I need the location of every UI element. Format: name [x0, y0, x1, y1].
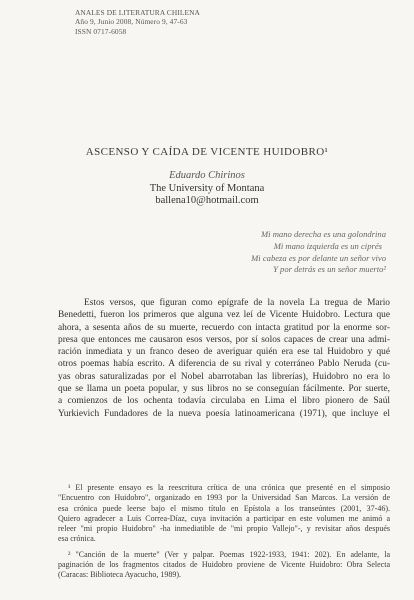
body-line: que se llama un poeta popular, y sus libros no se conseguían fácilmente. Por suerte,	[58, 384, 390, 395]
epigraph-line: Mi mano izquierda es un ciprés	[273, 240, 382, 251]
article-title: ASCENSO Y CAÍDA DE VICENTE HUIDOBRO¹	[85, 146, 329, 158]
body-line: Yurkievich Fundadores de la nueva poesía latinoamericana (1971), que incluye el	[58, 408, 390, 419]
body-line: ración inmediata y un franco deseo de averiguar quién era ese tal Huidobro y qué	[58, 347, 390, 358]
footnotes	[58, 483, 390, 581]
journal-issn: ISSN 0717-6058	[75, 26, 127, 36]
footnote-line: esa crónica.	[58, 534, 96, 544]
epigraph-line: Y por detrás es un señor muerto²	[273, 264, 386, 275]
body-line: presa que entonces me causaron esos versos, por sí solos capaces de crear una admi-	[58, 334, 390, 345]
epigraph	[251, 229, 386, 276]
footnote-line: ² "Canción de la muerte" (Ver y palpar. Poemas 1922-1933, 1941: 202). En adelante, la	[68, 549, 390, 559]
epigraph-line: Mi mano derecha es una golondrina	[261, 229, 386, 239]
body-paragraph	[58, 297, 390, 420]
body-line: Benedetti, fueron los primeros que alguna vez leí de Vicente Huidobro. Lectura que	[58, 310, 390, 321]
body-line: Estos versos, que figuran como epígrafe de la novela La tregua de Mario	[84, 298, 390, 308]
footnote-line: Quiero agradecer a Luis Correa-Díaz, cuya invitación a participar en este volumen me animó a	[58, 513, 390, 523]
journal-header	[75, 8, 200, 36]
author-affiliation: The University of Montana	[149, 182, 265, 194]
author-block	[0, 170, 414, 208]
author-email: ballena10@hotmail.com	[155, 195, 259, 206]
footnote-line: (Caracas: Biblioteca Ayacucho, 1989).	[58, 570, 181, 580]
body-line: ahora, a sesenta años de su muerte, recuerdo con intacta gratitud por la enorme sor-	[58, 322, 390, 333]
body-line: yas obras saturalizadas por el Nobel abarrotaban las librerías), Huidobro no era lo	[58, 371, 390, 382]
author-name: Eduardo Chirinos	[169, 170, 245, 181]
footnote-line: "Encuentro con Huidobro", organizado en 1993 por la Universidad San Marcos. La versión de	[58, 493, 390, 503]
body-line: a comienzos de los ochenta todavía circulaba en Lima el libro pionero de Saúl	[58, 396, 390, 407]
footnote-line: esa crónica puede leerse bajo el mismo título en Epístola a los transeúntes (2001, 37-46).	[58, 503, 390, 513]
footnote-line: ¹ El presente ensayo es la reescritura crítica de una crónica que presenté en el simposio	[68, 483, 390, 492]
footnote-line: paginación de los fragmentos citados de Huidobro proviene de Vicente Huidobro: Obra Selecta	[58, 560, 390, 570]
journal-issue: Año 9, Junio 2008, Número 9, 47-63	[75, 17, 188, 27]
footnote-line: releer "mi propio Huidobro" -ha inmediatible de "mi propio Vallejo"-, y revisitar años después	[58, 524, 390, 534]
journal-name: ANALES DE LITERATURA CHILENA	[75, 8, 200, 17]
body-line: otros poemas había escrito. A diferencia de su rival y coterráneo Pablo Neruda (cu-	[58, 359, 390, 370]
epigraph-line: Mi cabeza es por delante un señor vivo	[251, 252, 386, 263]
